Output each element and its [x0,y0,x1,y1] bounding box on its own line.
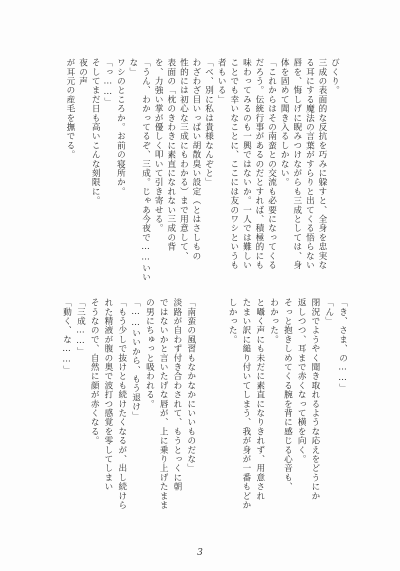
text-column: 「べ、別に私は貴様なんぞと」 [203,58,214,187]
text-column: を、力強い掌が優しく叩いて引き寄せる。 [153,58,164,233]
text-column: 三成の表面的な反抗を巧みに躱すと、全身を忠実な [316,58,327,270]
text-column: が耳元の産毛を撫でる。 [64,58,75,160]
text-column: 「っ……」 [102,58,113,107]
text-column: だろう。伝統行事があるのだとすれば、積極的にも [253,58,264,270]
page-number: 3 [197,548,203,558]
text-column: ワシのところか。お前の寝所か。 [115,58,126,196]
text-column: 「これからはその南蛮との交流も必要になってくる [266,58,277,270]
text-column: 「動く、な……」 [61,298,72,375]
text-column: 体を固めて聞き入るしかない。 [279,58,290,187]
text-column: る耳にする魔法の言葉がすらりと出てくる悟らない [304,58,315,270]
text-column: しかった。 [227,298,238,344]
text-column: れた精液が腹の奥で波打つ感覚を零してしまい [102,298,113,492]
text-column: ことでも幸いなことに、ここには友のワシというも [228,58,239,270]
text-column: 唇を、悔しげに睨みつけながらも三成としては、身 [291,58,302,270]
text-column: 者もいる」 [216,58,227,104]
text-column: ではないかと言いたげな唇が、上に乗り上げたまま [158,298,169,510]
text-column: そっと抱きしめてくる腕を背に感じる心音も、 [282,298,293,492]
text-column: たまい訳に縋り付いてしまう、我が身が一番もどか [240,298,251,510]
text-column: な」 [127,58,138,77]
text-column: 淡路が自わず付き合わされて、もうとっくに朝 [171,298,182,492]
text-column: わざわざ目いっぱい胡散臭い設定（とはさしもの [190,58,201,261]
text-column: わかった。 [268,298,279,344]
text-column: 夜の声 [77,58,88,86]
text-column: と囁く声にも未だに素直になりきれず、用意され [254,298,265,501]
text-column: 「三成……」 [75,298,86,356]
text-column: そしてまだ日も高いこんな刻限に。 [90,58,101,206]
text-column: 「き、さま、の……」 [337,298,348,393]
text-column: 「南蛮の風習もなかなかにいいものだな」 [185,298,196,473]
text-column: 「もう少しで抜けとも続けたくなるが、出し続けら [116,298,127,510]
text-column: 性的には初心な三成にもわかる）まで用意して、 [178,58,189,261]
text-column: 返しつつ、耳まで赤くなって横を向く。 [296,298,307,464]
text-column: 閉況でようやく聞き取れるような応えをどうにか [309,298,320,501]
text-column: びくり。 [329,58,340,95]
text-column: そうなので、自然に顔が赤くなる。 [89,298,100,446]
text-column: 「……いいから、もう退け」 [130,298,141,421]
text-column: 表面の「枕のきわきに素直になれない三成の背 [165,58,176,252]
text-column: 味わってみるのも一興ではないか。一人では難しい [241,58,252,270]
text-column: 「ん」 [323,298,334,326]
text-column: 「うん、わかってるぞ、三成。じゃあ今夜で……いい [140,58,151,282]
text-column: の男にちゅっと吸われる。 [144,298,155,409]
